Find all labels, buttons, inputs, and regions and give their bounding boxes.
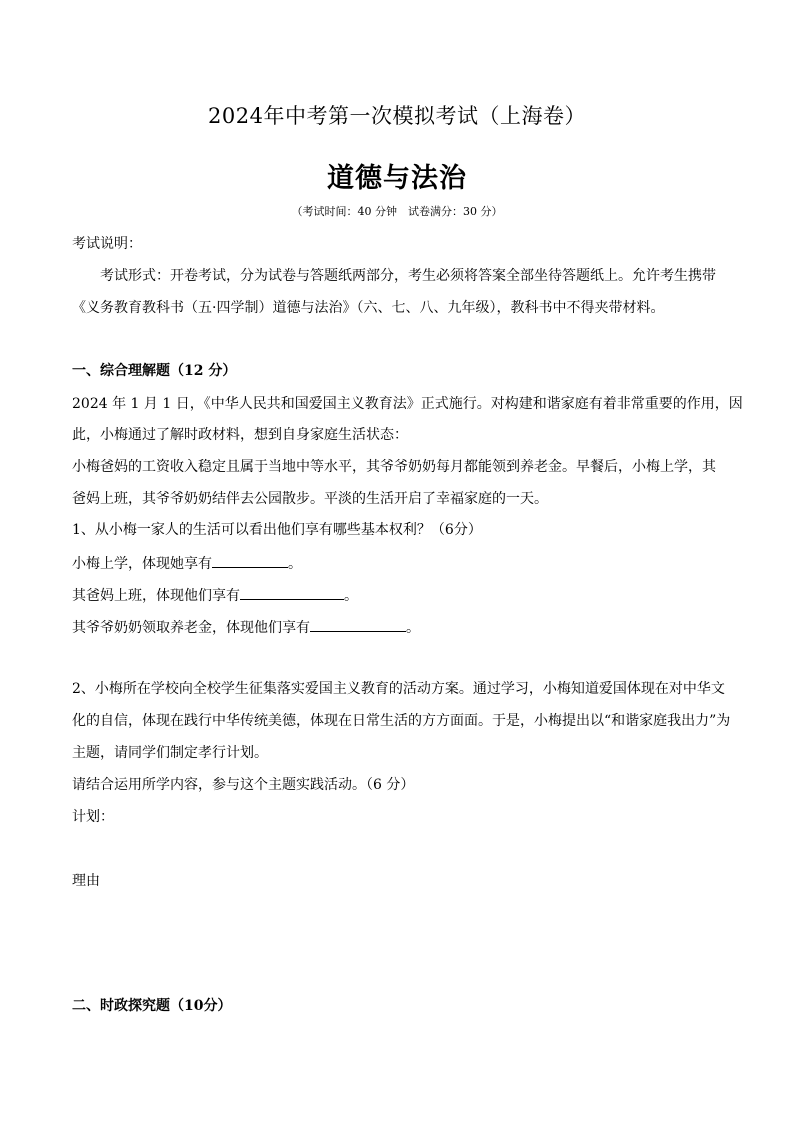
fill-line-3 [72,617,732,637]
instructions-line-1: 考试形式：开卷考试，分为试卷与答题纸两部分，考生必须将答案全部坐待答题纸上。允许考生携带 [100,268,716,284]
answer-blank-2[interactable] [240,585,344,600]
fill-1-prefix: 小梅上学，体现她享有 [72,556,212,572]
answer-blank-1[interactable] [212,553,288,568]
instructions-label: 考试说明： [72,236,142,252]
question-2-line-3: 主题，请同学们制定孝行计划。 [72,745,268,761]
fill-3-suffix: 。 [406,620,420,636]
exam-title: 2024年中考第一次模拟考试（上海卷） [208,104,586,128]
instructions-line-2: 《义务教育教科书（五·四学制）道德与法治》（六、七、八、九年级），教科书中不得夹带材料。 [72,300,665,316]
fill-2-suffix: 。 [344,588,358,604]
fill-line-1 [72,553,732,573]
fill-2-prefix: 其爸妈上班，体现他们享有 [72,588,240,604]
section-1-heading: 一、综合理解题（12 分） [72,363,237,379]
question-2-line-4: 请结合运用所学内容，参与这个主题实践活动。（6 分） [72,777,415,793]
material-line-4: 爸妈上班，其爷爷奶奶结伴去公园散步。平淡的生活开启了幸福家庭的一天。 [72,491,548,507]
subject-title: 道德与法治 [327,163,467,194]
material-line-2: 此，小梅通过了解时政材料，想到自身家庭生活状态： [72,427,408,443]
plan-label: 计划： [72,809,114,825]
fill-3-prefix: 其爷爷奶奶领取养老金，体现他们享有 [72,620,310,636]
exam-info: （考试时间：40 分钟 试卷满分：30 分） [291,205,503,218]
material-line-1: 2024 年 1 月 1 日，《中华人民共和国爱国主义教育法》正式施行。对构建和谐家庭有着非常重要的作用，因 [72,396,743,412]
question-2-line-1: 2、小梅所在学校向全校学生征集落实爱国主义教育的活动方案。通过学习，小梅知道爱国体现在对中华文 [72,681,725,697]
fill-1-suffix: 。 [288,556,302,572]
section-2-heading: 二、时政探究题（10分） [72,998,232,1014]
question-2-line-2: 化的自信，体现在践行中华传统美德，体现在日常生活的方方面面。于是，小梅提出以“和谐家庭我出力”为 [72,713,731,729]
question-1-stem: 1、从小梅一家人的生活可以看出他们享有哪些基本权利？（6分） [72,522,482,538]
reason-label: 理由 [72,873,100,889]
answer-blank-3[interactable] [310,617,406,632]
fill-line-2 [72,585,732,605]
material-line-3: 小梅爸妈的工资收入稳定且属于当地中等水平，其爷爷奶奶每月都能领到养老金。早餐后，小梅上学，其 [72,459,716,475]
